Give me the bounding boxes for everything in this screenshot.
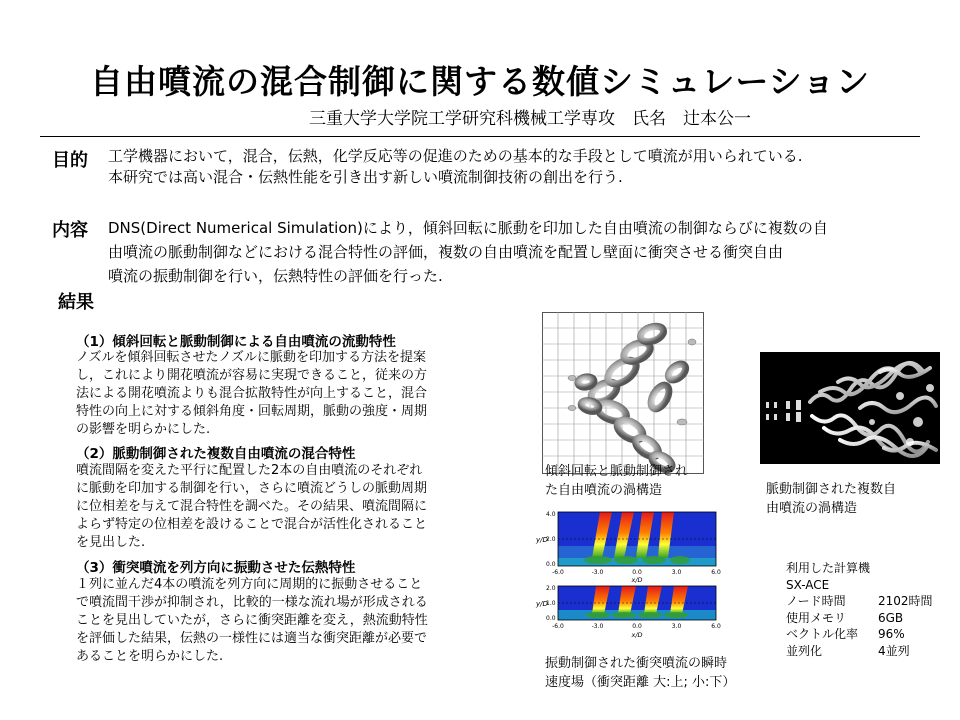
purpose-text <box>108 146 802 188</box>
upper-plot-ylabel: y/D <box>536 536 548 544</box>
caption-line: 振動制御された衝突噴流の瞬時 <box>545 656 728 671</box>
upper-plot-ytick: 0.0 <box>546 561 556 568</box>
multiple-jets-vortex-figure <box>760 352 940 464</box>
purpose-line: 工学機器において，混合，伝熱，化学反応等の促進のための基本的な手段として噴流が用いられている. <box>108 147 803 165</box>
lower-plot-xtick: 3.0 <box>671 623 682 630</box>
result-line: １列に並んだ4本の噴流を列方向に周期的に振動させること <box>76 577 423 592</box>
spec-key: ノード時間 <box>786 594 846 608</box>
impinging-jet-velocity-lower-plot <box>530 582 730 642</box>
result-line: を評価した結果，伝熱の一様性には適当な衝突距離が必要で <box>76 631 428 646</box>
result-section-2-title: （2）脈動制御された複数自由噴流の混合特性 <box>76 446 356 462</box>
result-line: で噴流間干渉が抑制され，比較的一様な流れ場が形成される <box>76 595 428 610</box>
upper-plot-ytick: 4.0 <box>546 511 556 518</box>
lower-plot-ytick: 1.0 <box>546 600 556 607</box>
vortex-figure-caption <box>545 462 688 500</box>
lower-plot-xtick: -3.0 <box>591 623 604 630</box>
result-section-1-title: （1）傾斜回転と脈動制御による自由噴流の流動特性 <box>76 334 396 350</box>
lower-plot-xtick: -6.0 <box>552 623 564 630</box>
content-text <box>108 216 828 288</box>
multi-jet-figure-caption <box>766 480 896 518</box>
result-line: ノズルを傾斜回転させたノズルに脈動を印加する方法を提案 <box>76 350 426 365</box>
results-heading: 結果 <box>58 292 94 313</box>
lower-plot-xtick: 6.0 <box>711 623 721 630</box>
result-line: 特性の向上に対する傾斜角度・回転周期，脈動の強度・周期 <box>76 404 428 419</box>
spec-value: 2102時間 <box>878 594 933 608</box>
result-section-3-text <box>76 576 428 666</box>
spec-value: 96% <box>878 627 905 641</box>
result-section-2-text <box>76 462 427 552</box>
lower-plot-ytick: 0.0 <box>546 615 556 622</box>
result-section-1-text <box>76 349 427 439</box>
page-title: 自由噴流の混合制御に関する数値シミュレーション <box>89 62 871 101</box>
caption-line: 傾斜回転と脈動制御され <box>545 464 689 479</box>
caption-line: 由噴流の渦構造 <box>766 501 858 516</box>
caption-line: 脈動制御された複数自 <box>766 482 897 497</box>
lower-plot-ylabel: y/D <box>536 600 548 608</box>
spec-title: 利用した計算機 <box>786 561 871 575</box>
result-line: あることを明らかにした. <box>76 649 224 664</box>
result-line: し，これにより開花噴流が容易に実現できること，従来の方 <box>76 368 428 383</box>
spec-row <box>786 643 933 660</box>
content-heading: 内容 <box>52 220 88 241</box>
spec-value: 6GB <box>878 610 904 625</box>
spec-row <box>786 626 933 643</box>
upper-plot-xtick: 6.0 <box>711 569 721 576</box>
content-line: 噴流の振動制御を行い，伝熱特性の評価を行った. <box>108 267 443 285</box>
spec-row <box>786 610 933 627</box>
upper-plot-xlabel: x/D <box>631 576 643 584</box>
spec-machine: SX-ACE <box>786 577 830 592</box>
purpose-line: 本研究では高い混合・伝熱性能を引き出す新しい噴流制御技術の創出を行う. <box>108 168 623 186</box>
upper-plot-ytick: 2.0 <box>546 536 556 543</box>
result-line: 噴流間隔を変えた平行に配置した2本の自由噴流のそれぞれ <box>76 463 423 478</box>
lower-plot-xlabel: x/D <box>631 631 643 639</box>
caption-line: 速度場（衝突距離 大:上; 小:下） <box>545 675 736 690</box>
upper-plot-xtick: -3.0 <box>591 569 604 576</box>
spec-key: 並列化 <box>786 643 823 658</box>
purpose-heading: 目的 <box>52 150 88 171</box>
impinging-jet-velocity-upper-plot <box>530 508 730 584</box>
lower-plot-xtick: 0.0 <box>632 623 642 630</box>
result-line: を見出した. <box>76 535 146 550</box>
velocity-figure-caption <box>545 654 735 692</box>
caption-line: た自由噴流の渦構造 <box>545 483 663 498</box>
lower-plot-ytick: 2.0 <box>546 585 556 592</box>
result-line: に脈動を印加する制御を行い，さらに噴流どうしの脈動周期 <box>76 481 428 496</box>
result-section-3-title: （3）衝突噴流を列方向に振動させた伝熱特性 <box>76 560 356 576</box>
spec-row <box>786 593 933 610</box>
result-line: 法による開花噴流よりも混合拡散特性が向上すること，混合 <box>76 386 428 401</box>
result-line: よらず特定の位相差を設けることで混合が活性化されること <box>76 517 428 532</box>
computer-spec-table <box>786 560 933 659</box>
result-line: に位相差を与えて混合特性を調べた。その結果、噴流間隔に <box>76 499 428 514</box>
spec-key: 使用メモリ <box>786 610 847 625</box>
content-line: DNS(Direct Numerical Simulation)により，傾斜回転に脈動を印加した自由噴流の制御ならびに複数の自 <box>108 219 828 237</box>
result-line: ことを見出していたが，さらに衝突距離を変え，熱流動特性 <box>76 613 428 628</box>
affiliation: 三重大学大学院工学研究科機械工学専攻 氏名 辻本公一 <box>309 109 751 129</box>
result-line: の影響を明らかにした. <box>76 422 211 437</box>
title-divider <box>40 136 920 137</box>
content-line: 由噴流の脈動制御などにおける混合特性の評価，複数の自由噴流を配置し壁面に衝突させる衝突自由 <box>108 243 784 261</box>
upper-plot-xtick: 0.0 <box>632 569 642 576</box>
spec-key: ベクトル化率 <box>786 627 859 641</box>
tilted-jet-vortex-figure <box>542 312 704 474</box>
spec-value: 4並列 <box>878 643 910 658</box>
upper-plot-xtick: 3.0 <box>671 569 682 576</box>
upper-plot-xtick: -6.0 <box>552 569 564 576</box>
